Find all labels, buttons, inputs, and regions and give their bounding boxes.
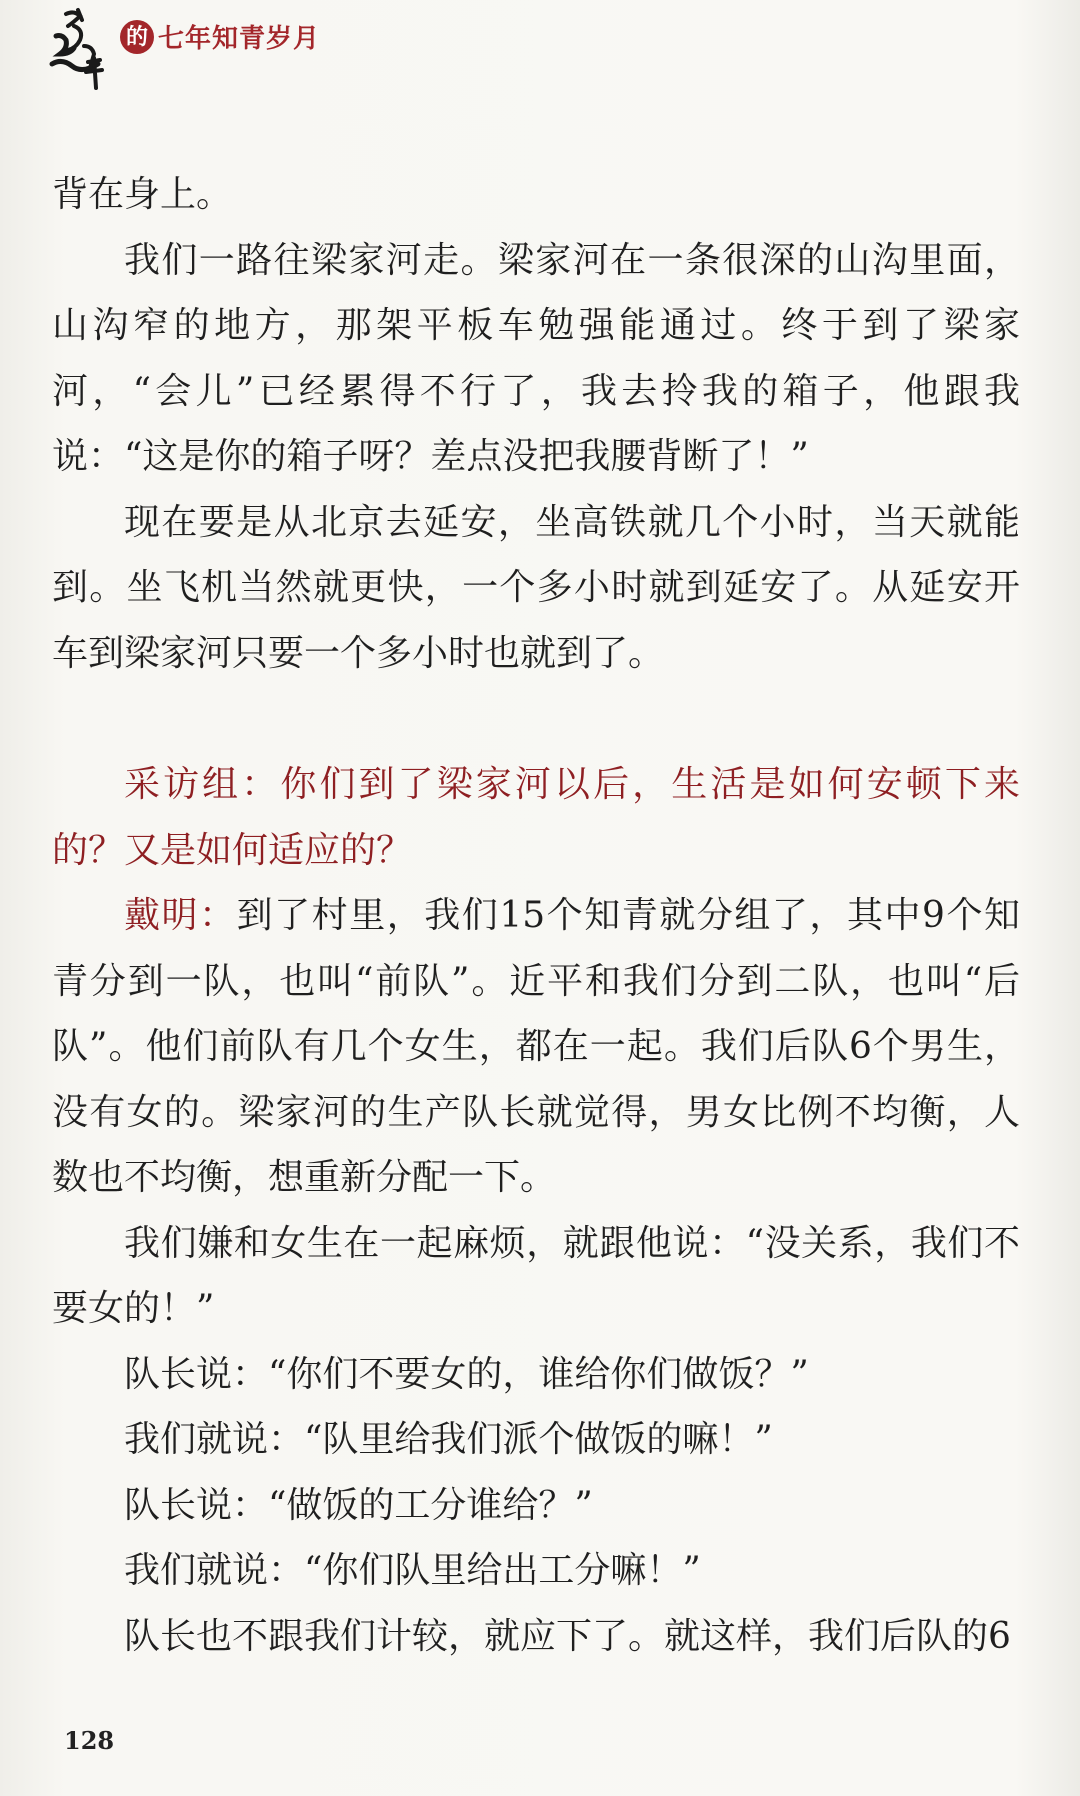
interview-answer	[52, 883, 1020, 1211]
dialogue-line: 队长说：“你们不要女的，谁给你们做饭？”	[124, 1353, 809, 1395]
dialogue-line: 队长说：“做饭的工分谁给？”	[124, 1484, 593, 1526]
paragraph: 现在要是从北京去延安，坐高铁就几个小时，当天就能到。坐飞机当然就更快，一个多小时就到延安了。从延安开车到梁家河只要一个多小时也就到了。	[52, 501, 1020, 674]
page-number: 128	[64, 1726, 115, 1755]
answer-speaker: 戴明：	[124, 895, 237, 936]
interview-question: 采访组：你们到了梁家河以后，生活是如何安顿下来的？又是如何适应的？	[52, 764, 1020, 871]
paragraph: 我们嫌和女生在一起麻烦，就跟他说：“没关系，我们不要女的！”	[52, 1222, 1020, 1329]
paragraph: 队长也不跟我们计较，就应下了。就这样，我们后队的6	[124, 1615, 1011, 1657]
page-body	[52, 162, 1020, 1669]
answer-text: 到了村里，我们15个知青就分组了，其中9个知青分到一队，也叫“前队”。近平和我们分到二队，也叫“后队”。他们前队有几个女生，都在一起。我们后队6个男生，没有女的。梁家河的生产队长就觉得，男女比例不均衡，人数也不均衡，想重新分配一下。	[52, 895, 1020, 1198]
running-header	[48, 6, 408, 98]
paragraph: 我们一路往梁家河走。梁家河在一条很深的山沟里面，山沟窄的地方，那架平板车勉强能通过。终于到了梁家河，“会儿”已经累得不行了，我去拎我的箱子，他跟我说：“这是你的箱子呀？差点没把我腰背断了！”	[52, 239, 1020, 477]
calligraphy-logo	[48, 6, 128, 98]
title-seal: 的	[120, 20, 154, 54]
dialogue-line: 我们就说：“你们队里给出工分嘛！”	[124, 1550, 701, 1591]
book-title: 七年知青岁月	[158, 24, 321, 54]
paragraph: 背在身上。	[52, 174, 233, 215]
dialogue-line: 我们就说：“队里给我们派个做饭的嘛！”	[124, 1419, 773, 1460]
